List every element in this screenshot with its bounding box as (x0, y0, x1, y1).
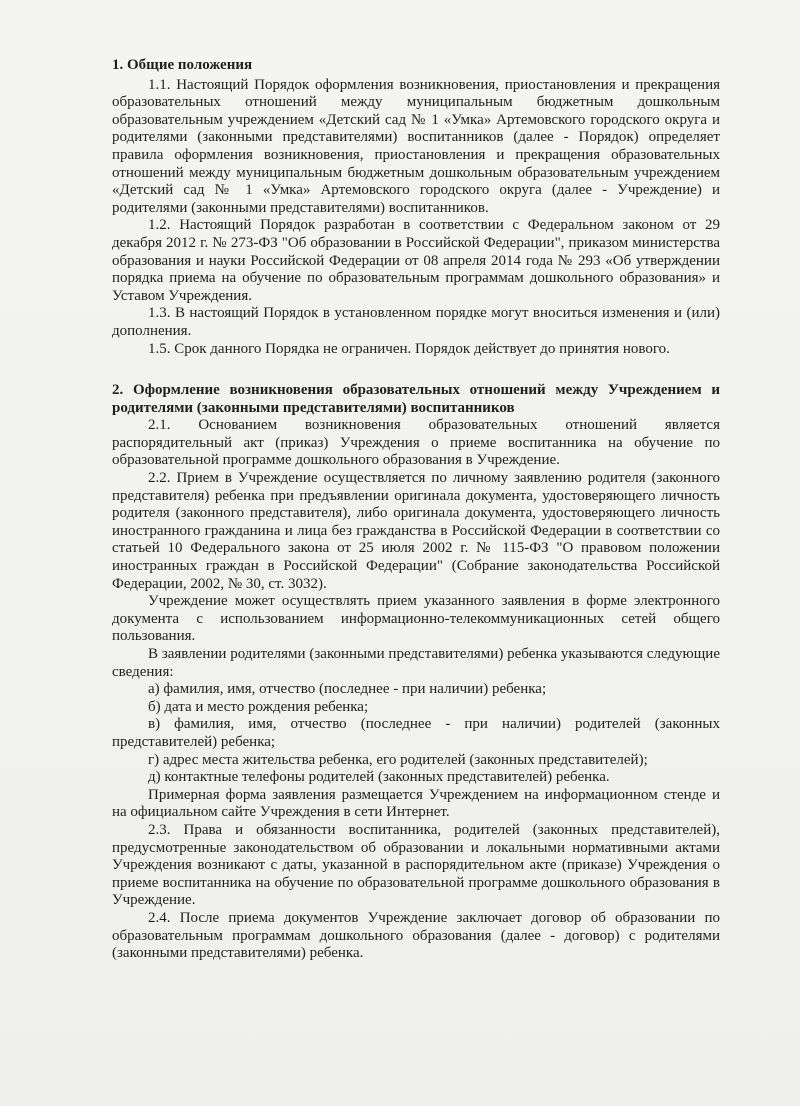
paragraph-2-1: 2.1. Основанием возникновения образовательных отношений является распорядительный акт (приказ) Учреждения о приеме воспитанника на обучение по образовательной программе дошкольного образования в Учреждение. (112, 417, 720, 469)
paragraph-1-3: 1.3. В настоящий Порядок в установленном порядке могут вноситься изменения и (или) дополнения. (112, 305, 720, 339)
paragraph-2-2: 2.2. Прием в Учреждение осуществляется по личному заявлению родителя (законного представителя) ребенка при предъявлении оригинала документа, удостоверяющего личность родителя (законного представителя), либо оригинала документа, удостоверяющего личность иностранного гражданина и лица без гражданства в Российской Федерации в соответствии со статьей 10 Федерального закона от 25 июля 2002 г. № 115-ФЗ "О правовом положении иностранных граждан в Российской Федерации" (Собрание законодательства Российской Федерации, 2002, № 30, ст. 3032). (112, 470, 720, 592)
paragraph-2-4: 2.4. После приема документов Учреждение заключает договор об образовании по образовательным программам дошкольного образования (далее - договор) с родителями (законными представителями) ребенка. (112, 909, 720, 962)
paragraph-1-1: 1.1. Настоящий Порядок оформления возникновения, приостановления и прекращения образовательных отношений между муниципальным бюджетным дошкольным образовательным учреждением «Детский сад № 1 «Умка» Артемовского городского округа и родителями (законными представителями) воспитанников (далее - Порядок) определяет правила оформления возникновения, приостановления и прекращения образовательных отношений между муниципальным бюджетным дошкольным образовательным учреждением «Детский сад № 1 «Умка» Артемовского городского округа (далее - Учреждение) и родителями (законными представителями) воспитанников. (112, 76, 720, 216)
list-item: в) фамилия, имя, отчество (последнее - при наличии) родителей (законных представителей) ребенка; (112, 716, 720, 750)
list-item: д) контактные телефоны родителей (законных представителей) ребенка. (148, 769, 610, 786)
paragraph-1-5: 1.5. Срок данного Порядка не ограничен. Порядок действует до принятия нового. (148, 340, 670, 357)
paragraph-statement-details: В заявлении родителями (законными представителями) ребенка указываются следующие сведения: (112, 646, 720, 680)
paragraph-2-3: 2.3. Права и обязанности воспитанника, родителей (законных представителей), предусмотренные законодательством об образовании и локальными нормативными актами Учреждения возникают с даты, указанной в распорядительном акте (приказе) Учреждения о приеме воспитанника на обучение по образовательной программе дошкольного образования в Учреждение. (112, 821, 720, 909)
section-2-heading: 2. Оформление возникновения образовательных отношений между Учреждением и родителями (законными представителями) воспитанников (112, 382, 720, 416)
list-item: б) дата и место рождения ребенка; (148, 698, 369, 715)
paragraph-1-2: 1.2. Настоящий Порядок разработан в соответствии с Федеральном законом от 29 декабря 2012 г. № 273-ФЗ "Об образовании в Российской Федерации", приказом министерства образования и науки Российской Федерации от 08 апреля 2014 года № 293 «Об утверждении порядка приема на обучение по образовательным программам дошкольного образования» и Уставом Учреждения. (112, 217, 720, 304)
list-item: а) фамилия, имя, отчество (последнее - при наличии) ребенка; (148, 681, 547, 698)
paragraph-electronic-submission: Учреждение может осуществлять прием указанного заявления в форме электронного документа с использованием информационно-телекоммуникационных сетей общего пользования. (112, 593, 720, 645)
section-1-heading: 1. Общие положения (112, 57, 253, 73)
paragraph-sample-form: Примерная форма заявления размещается Учреждением на информационном стенде и на официальном сайте Учреждения в сети Интернет. (112, 786, 720, 821)
list-item: г) адрес места жительства ребенка, его родителей (законных представителей); (148, 751, 648, 768)
